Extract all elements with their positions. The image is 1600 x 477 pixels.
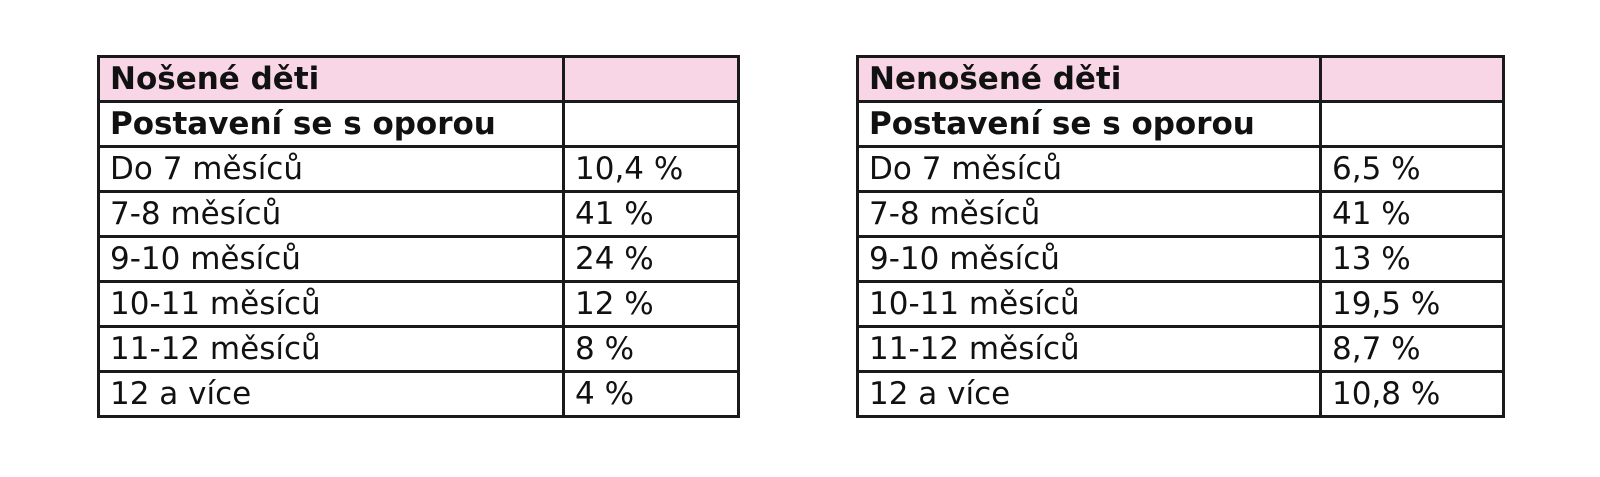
age-range-label: 10-11 měsíců — [99, 282, 564, 327]
table-row — [858, 282, 1504, 327]
table-row — [99, 237, 739, 282]
table-row — [858, 237, 1504, 282]
table-title-empty-cell — [564, 57, 739, 102]
table-row — [99, 192, 739, 237]
age-range-label: 7-8 měsíců — [858, 192, 1321, 237]
carried-children-table — [97, 55, 740, 418]
table-row — [99, 372, 739, 417]
age-range-label: Do 7 měsíců — [858, 147, 1321, 192]
percentage-value: 4 % — [564, 372, 739, 417]
age-range-label: 11-12 měsíců — [858, 327, 1321, 372]
table-header-row — [99, 57, 739, 102]
table-subtitle-empty-cell — [564, 102, 739, 147]
table-row — [858, 192, 1504, 237]
percentage-value: 13 % — [1321, 237, 1504, 282]
table-title: Nošené děti — [99, 57, 564, 102]
percentage-value: 12 % — [564, 282, 739, 327]
table-subheader-row — [858, 102, 1504, 147]
percentage-value: 8 % — [564, 327, 739, 372]
percentage-value: 10,4 % — [564, 147, 739, 192]
age-range-label: 9-10 měsíců — [858, 237, 1321, 282]
age-range-label: 9-10 měsíců — [99, 237, 564, 282]
percentage-value: 41 % — [564, 192, 739, 237]
percentage-value: 10,8 % — [1321, 372, 1504, 417]
table-row — [99, 147, 739, 192]
table-subtitle-empty-cell — [1321, 102, 1504, 147]
percentage-value: 6,5 % — [1321, 147, 1504, 192]
percentage-value: 8,7 % — [1321, 327, 1504, 372]
percentage-value: 41 % — [1321, 192, 1504, 237]
table-row — [99, 327, 739, 372]
table-subheader-row — [99, 102, 739, 147]
table-row — [858, 147, 1504, 192]
age-range-label: 10-11 měsíců — [858, 282, 1321, 327]
age-range-label: Do 7 měsíců — [99, 147, 564, 192]
percentage-value: 19,5 % — [1321, 282, 1504, 327]
table-title: Nenošené děti — [858, 57, 1321, 102]
age-range-label: 7-8 měsíců — [99, 192, 564, 237]
age-range-label: 12 a více — [858, 372, 1321, 417]
age-range-label: 11-12 měsíců — [99, 327, 564, 372]
table-header-row — [858, 57, 1504, 102]
table-row — [99, 282, 739, 327]
table-row — [858, 327, 1504, 372]
table-subtitle: Postavení se s oporou — [858, 102, 1321, 147]
percentage-value: 24 % — [564, 237, 739, 282]
table-subtitle: Postavení se s oporou — [99, 102, 564, 147]
table-title-empty-cell — [1321, 57, 1504, 102]
table-row — [858, 372, 1504, 417]
non-carried-children-table — [856, 55, 1505, 418]
age-range-label: 12 a více — [99, 372, 564, 417]
